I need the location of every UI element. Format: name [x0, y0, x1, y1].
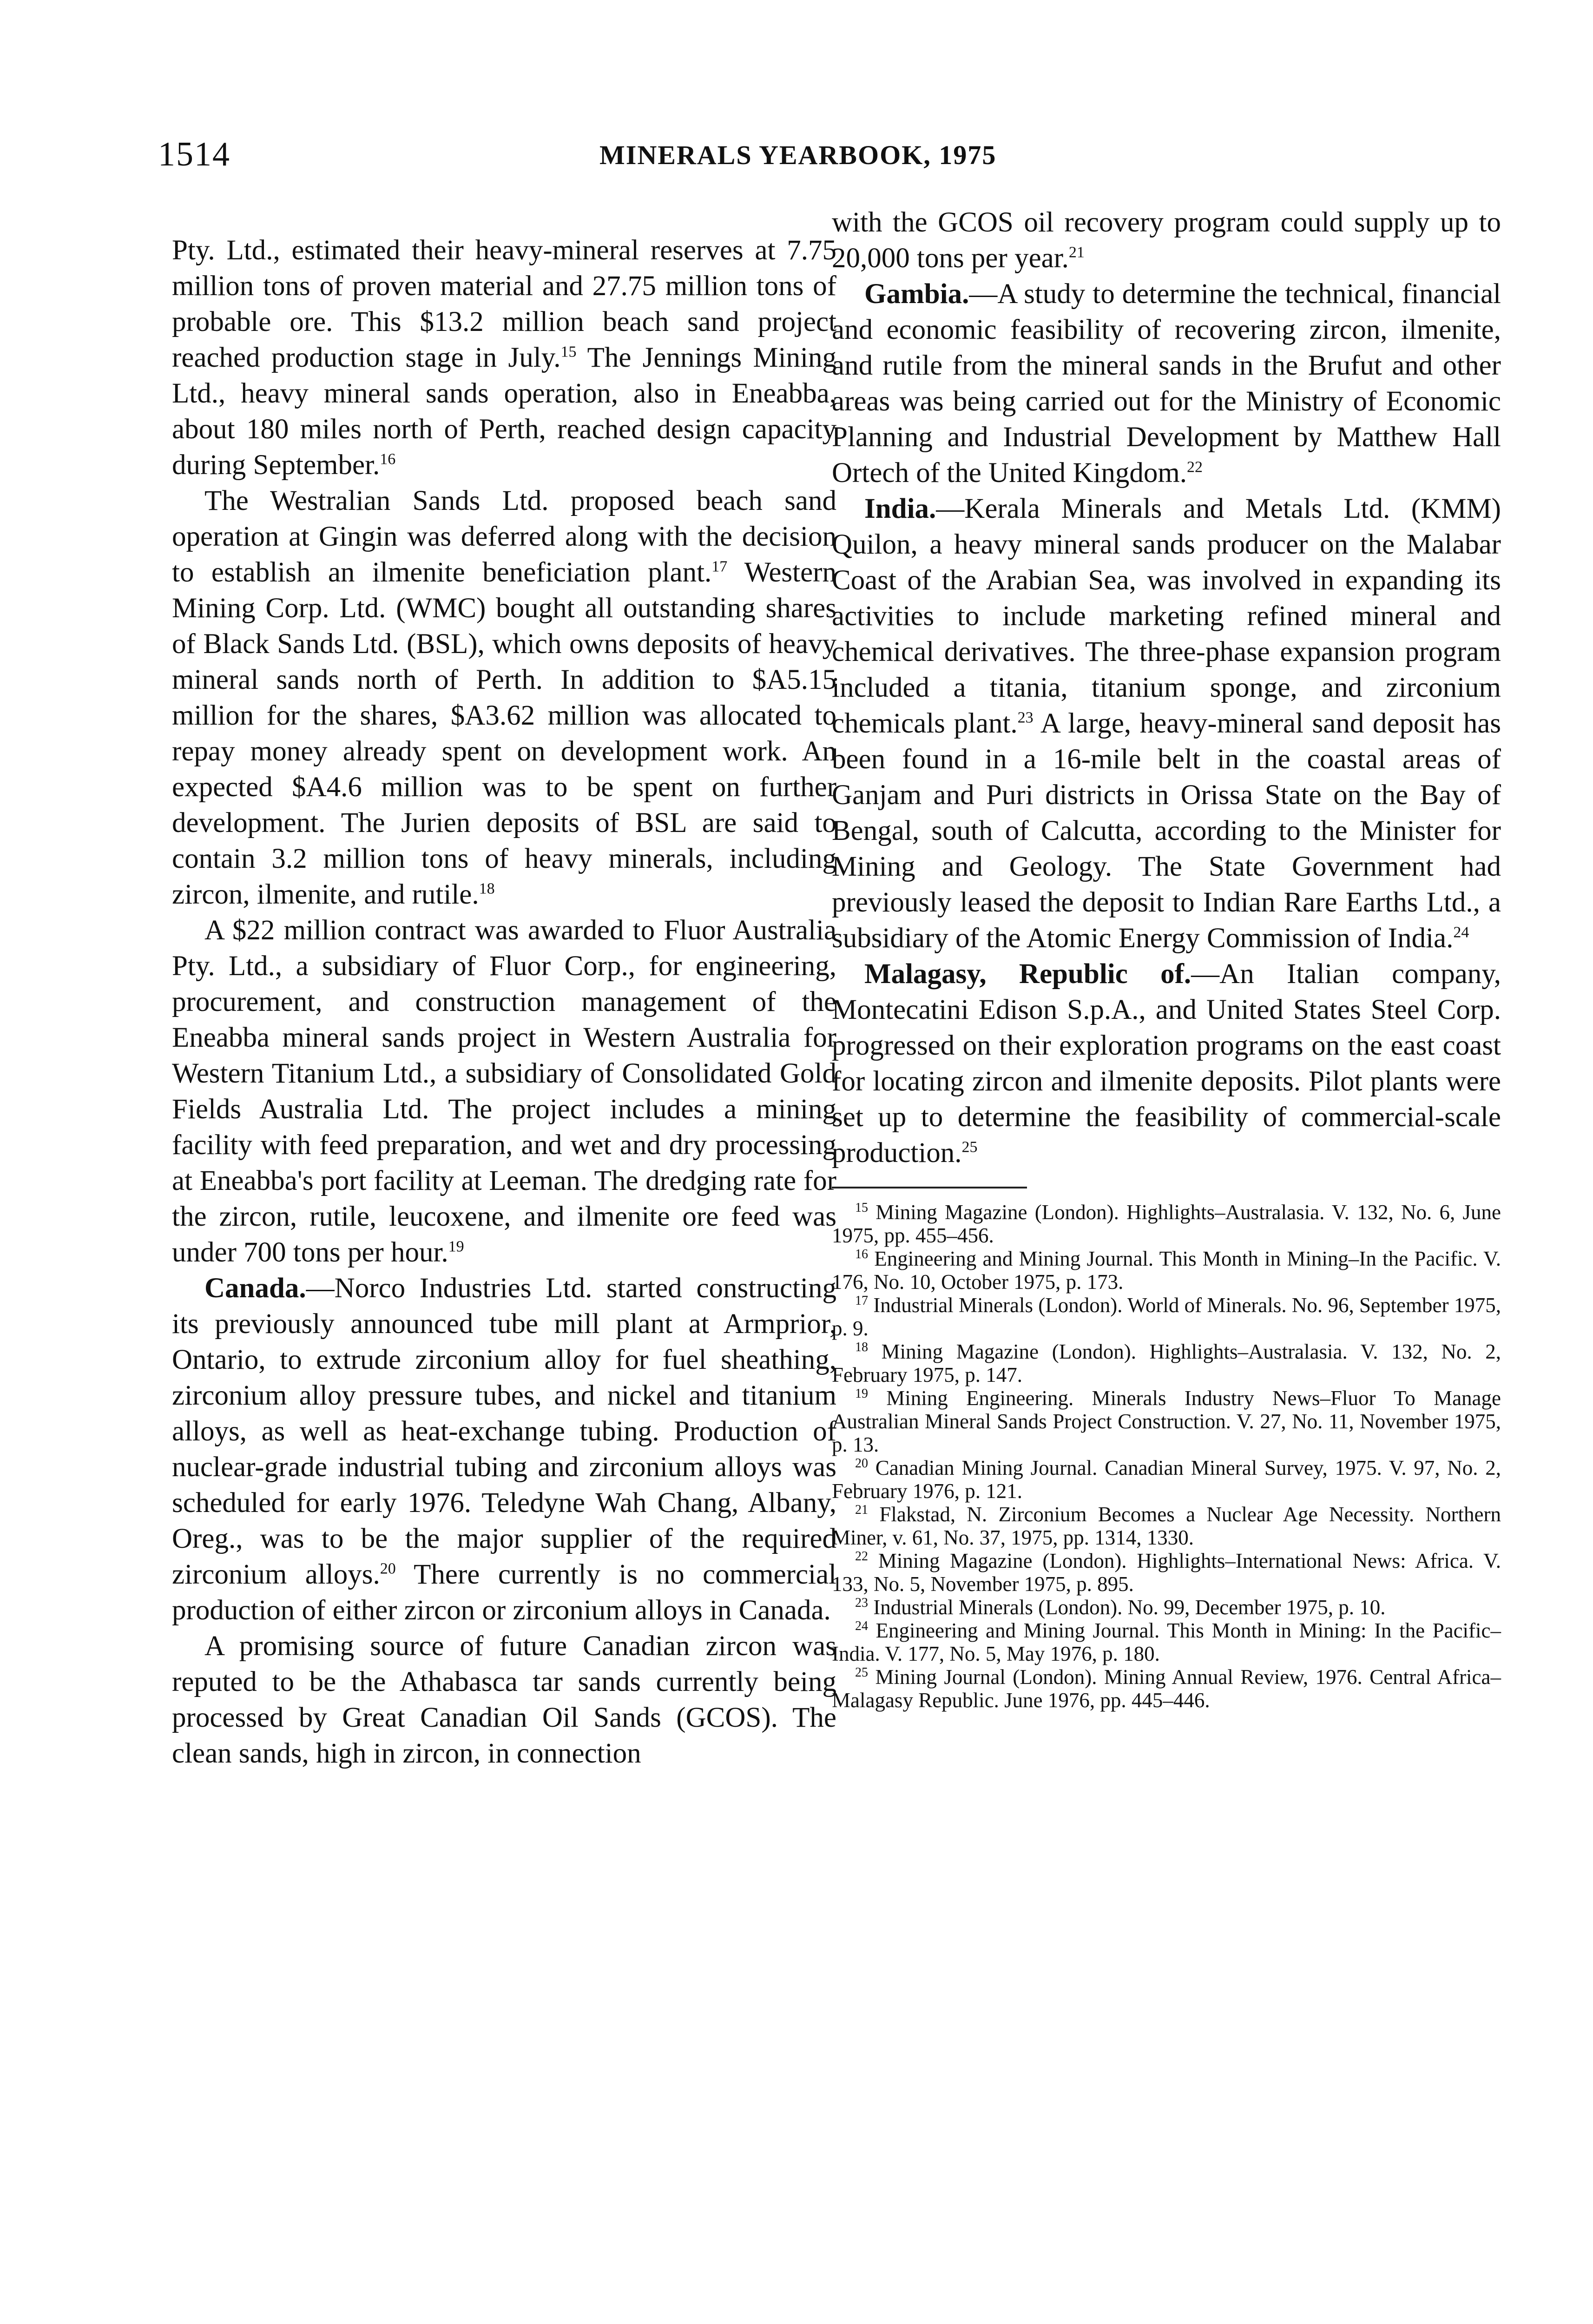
left-column: [172, 232, 836, 1771]
footnote-item: [832, 1503, 1501, 1549]
footnote-item: [832, 1665, 1501, 1712]
footnote-ref: 22: [1187, 458, 1203, 476]
footnote-text: Flakstad, N. Zirconium Becomes a Nuclear Age Necessity. Northern Miner, v. 61, No. 37, 1975, pp. 1314, 1330.: [832, 1503, 1501, 1549]
paragraph-text: The Westralian Sands Ltd. proposed beach sand operation at Gingin was deferred along with the decision to establish an ilmenite beneficiation plant.: [172, 485, 836, 588]
footnote-number: 19: [855, 1386, 868, 1401]
paragraph: [832, 205, 1501, 276]
footnote-ref: 25: [961, 1138, 978, 1156]
footnote-item: [832, 1386, 1501, 1456]
footnote-item: [832, 1340, 1501, 1386]
footnote-text: Mining Magazine (London). Highlights–International News: Africa. V. 133, No. 5, November 1975, p. 895.: [832, 1549, 1501, 1596]
footnote-text: Industrial Minerals (London). No. 99, December 1975, p. 10.: [873, 1596, 1386, 1619]
paragraph-text: —Kerala Minerals and Metals Ltd. (KMM) Quilon, a heavy mineral sands producer on the Malabar Coast of the Arabian Sea, was involved in expanding its activities to include marketing refined mineral and chemical derivatives. The three-phase expansion program included a titania, titanium sponge, and zirconium chemicals plant.: [832, 493, 1501, 739]
paragraph: [172, 912, 836, 1270]
footnote-number: 25: [855, 1665, 868, 1680]
footnote-ref: 20: [380, 1560, 396, 1578]
section-runin-heading: India.: [864, 493, 936, 524]
footnote-text: Mining Magazine (London). Highlights–Australasia. V. 132, No. 2, February 1975, p. 147.: [832, 1340, 1501, 1386]
footnote-ref: 21: [1068, 244, 1085, 261]
paragraph: [832, 491, 1501, 956]
footnote-divider: [832, 1187, 1027, 1188]
footnote-ref: 24: [1453, 924, 1469, 941]
paragraph-text: —An Italian company, Montecatini Edison S.p.A., and United States Steel Corp. progressed on their exploration programs on the east coast for locating zircon and ilmenite deposits. Pilot plants were set up to determine the feasibility of commercial-scale production.: [832, 958, 1501, 1169]
paragraph-text: Pty. Ltd., estimated their heavy-mineral reserves at 7.75 million tons of proven material and 27.75 million tons of probable ore. This $13.2 million beach sand project reached production stage in July.: [172, 235, 836, 373]
footnote-item: [832, 1247, 1501, 1294]
paragraph: [172, 1628, 836, 1771]
footnote-text: Engineering and Mining Journal. This Month in Mining: In the Pacific–India. V. 177, No. 5, May 1976, p. 180.: [832, 1619, 1501, 1665]
footnote-ref: 18: [479, 880, 495, 898]
paragraph: [172, 1270, 836, 1628]
footnote-number: 15: [855, 1201, 868, 1215]
footnote-text: Mining Engineering. Minerals Industry News–Fluor To Manage Australian Mineral Sands Project Construction. V. 27, No. 11, November 1975, p. 13.: [832, 1386, 1501, 1456]
footnote-item: [832, 1619, 1501, 1665]
footnotes: [832, 1201, 1501, 1712]
paragraph-text: The Jennings Mining Ltd., heavy mineral sands operation, also in Eneabba, about 180 miles north of Perth, reached design capacity during September.: [172, 342, 836, 481]
paragraph-text: Western Mining Corp. Ltd. (WMC) bought all outstanding shares of Black Sands Ltd. (BSL), which owns deposits of heavy mineral sands north of Perth. In addition to $A5.15 million for the shares, $A3.62 million was allocated to repay money already spent on development work. An expected $A4.6 million was to be spent on further development. The Jurien deposits of BSL are said to contain 3.2 million tons of heavy minerals, including zircon, ilmenite, and rutile.: [172, 557, 836, 910]
section-runin-heading: Canada.: [204, 1273, 306, 1304]
paragraph-text: —Norco Industries Ltd. started constructing its previously announced tube mill plant at Armprior, Ontario, to extrude zirconium alloy for fuel sheathing, zirconium alloy pressure tubes, and nickel and titanium alloys, as well as heat-exchange tubing. Production of nuclear-grade industrial tubing and zirconium alloys was scheduled for early 1976. Teledyne Wah Chang, Albany, Oreg., was to be the major supplier of the required zirconium alloys.: [172, 1273, 836, 1590]
footnote-text: Engineering and Mining Journal. This Month in Mining–In the Pacific. V. 176, No. 10, October 1975, p. 173.: [832, 1247, 1501, 1294]
paragraph-text: There currently is no commercial production of either zircon or zirconium alloys in Canada.: [172, 1559, 837, 1626]
footnote-number: 20: [855, 1456, 868, 1471]
footnote-item: [832, 1596, 1501, 1619]
footnote-number: 22: [855, 1549, 868, 1564]
paragraph: [832, 276, 1501, 491]
paragraph: [172, 483, 836, 912]
footnote-text: Mining Magazine (London). Highlights–Australasia. V. 132, No. 6, June 1975, pp. 455–456.: [832, 1201, 1501, 1247]
page-number: 1514: [158, 135, 230, 173]
running-head: MINERALS YEARBOOK, 1975: [599, 140, 997, 170]
footnote-number: 23: [855, 1596, 868, 1610]
footnote-text: Mining Journal (London). Mining Annual Review, 1976. Central Africa–Malagasy Republic. June 1976, pp. 445–446.: [832, 1665, 1501, 1712]
footnote-ref: 23: [1017, 709, 1033, 726]
paragraph: [172, 232, 836, 483]
footnote-ref: 16: [380, 450, 396, 468]
paragraph-text: A large, heavy-mineral sand deposit has been found in a 16-mile belt in the coastal areas of Ganjam and Puri districts in Orissa State on the Bay of Bengal, south of Calcutta, according to the Minister for Mining and Geology. The State Government had previously leased the deposit to Indian Rare Earths Ltd., a subsidiary of the Atomic Energy Commission of India.: [832, 708, 1501, 954]
footnote-text: Canadian Mining Journal. Canadian Mineral Survey, 1975. V. 97, No. 2, February 1976, p. 121.: [832, 1456, 1501, 1503]
section-runin-heading: Gambia.: [864, 278, 969, 310]
footnote-item: [832, 1294, 1501, 1340]
footnote-item: [832, 1549, 1501, 1596]
footnote-number: 21: [855, 1503, 868, 1517]
footnote-text: Industrial Minerals (London). World of Minerals. No. 96, September 1975, p. 9.: [832, 1294, 1501, 1340]
footnote-ref: 17: [711, 558, 728, 575]
footnote-number: 24: [855, 1619, 868, 1633]
footnote-item: [832, 1201, 1501, 1247]
paragraph: [832, 956, 1501, 1171]
footnote-number: 16: [855, 1247, 868, 1261]
footnote-number: 17: [855, 1294, 868, 1308]
right-column: [832, 205, 1501, 1712]
paragraph-text: with the GCOS oil recovery program could supply up to 20,000 tons per year.: [832, 207, 1501, 274]
paragraph-text: A $22 million contract was awarded to Fluor Australia Pty. Ltd., a subsidiary of Fluor Corp., for engineering, procurement, and construction management of the Eneabba mineral sands project in Western Australia for Western Titanium Ltd., a subsidiary of Consolidated Gold Fields Australia Ltd. The project includes a mining facility with feed preparation, and wet and dry processing at Eneabba's port facility at Leeman. The dredging rate for the zircon, rutile, leucoxene, and ilmenite ore feed was under 700 tons per hour.: [172, 915, 836, 1268]
footnote-number: 18: [855, 1340, 868, 1354]
footnote-ref: 15: [560, 343, 577, 361]
footnote-item: [832, 1456, 1501, 1503]
paragraph-text: —A study to determine the technical, financial and economic feasibility of recovering zircon, ilmenite, and rutile from the mineral sands in the Brufut and other areas was being carried out for the Ministry of Economic Planning and Industrial Development by Matthew Hall Ortech of the United Kingdom.: [832, 278, 1501, 489]
footnote-ref: 19: [448, 1238, 464, 1255]
paragraph-text: A promising source of future Canadian zircon was reputed to be the Athabasca tar sands currently being processed by Great Canadian Oil Sands (GCOS). The clean sands, high in zircon, in connection: [172, 1631, 836, 1769]
section-runin-heading: Malagasy, Republic of.: [864, 958, 1191, 990]
